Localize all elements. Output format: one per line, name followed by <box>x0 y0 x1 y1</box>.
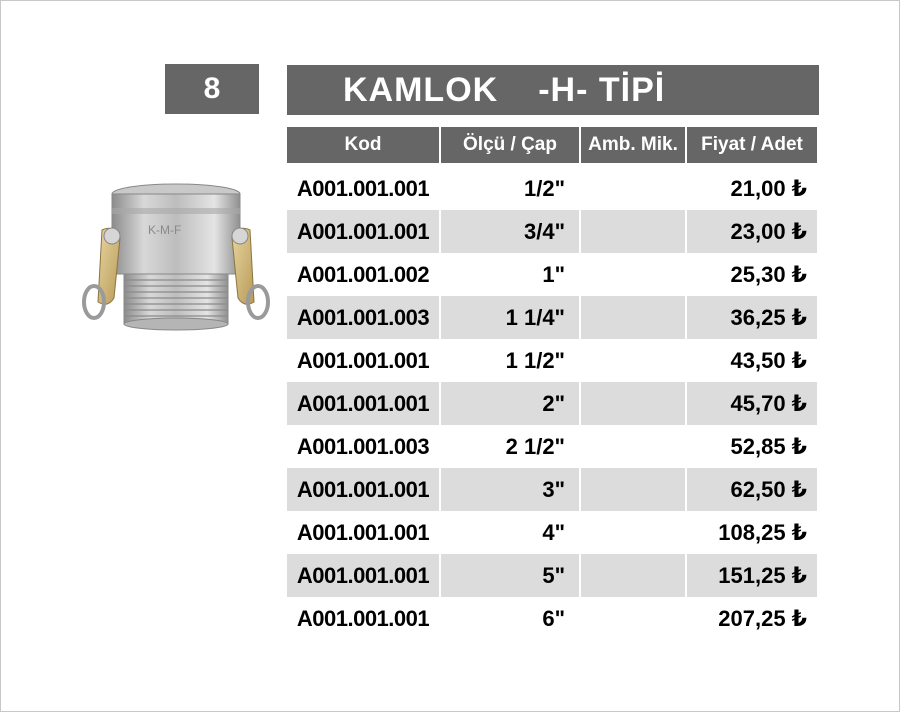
cell-kod: A001.001.001 <box>287 468 440 511</box>
table-row <box>287 382 817 425</box>
header-fiyat: Fiyat / Adet <box>686 127 817 165</box>
cell-olcu: 5" <box>440 554 580 597</box>
cell-fiyat: 52,85 ₺ <box>730 433 807 459</box>
cell-fiyat: 21,00 ₺ <box>730 175 807 201</box>
cell-fiyat: 43,50 ₺ <box>730 347 807 373</box>
cell-amb <box>580 296 686 339</box>
cell-kod: A001.001.002 <box>287 253 440 296</box>
cell-amb <box>580 210 686 253</box>
cell-kod: A001.001.001 <box>287 382 440 425</box>
table-row <box>287 554 817 597</box>
cell-olcu: 1" <box>440 253 580 296</box>
header-amb: Amb. Mik. <box>580 127 686 165</box>
cell-amb <box>580 425 686 468</box>
table-row <box>287 339 817 382</box>
cell-olcu: 6" <box>440 597 580 640</box>
cell-kod: A001.001.001 <box>287 597 440 640</box>
cell-fiyat: 25,30 ₺ <box>730 261 807 287</box>
cell-olcu: 3" <box>440 468 580 511</box>
cell-amb <box>580 511 686 554</box>
cell-kod: A001.001.001 <box>287 210 440 253</box>
table-row <box>287 468 817 511</box>
cell-olcu: 2" <box>440 382 580 425</box>
table-row <box>287 425 817 468</box>
cell-kod: A001.001.001 <box>287 339 440 382</box>
cell-olcu: 1/2" <box>440 165 580 210</box>
table-row <box>287 296 817 339</box>
table-row <box>287 511 817 554</box>
cell-amb <box>580 165 686 210</box>
header-kod: Kod <box>287 127 440 165</box>
cell-fiyat: 62,50 ₺ <box>686 468 817 511</box>
svg-text:K-M-F: K-M-F <box>148 223 182 237</box>
title-part-1: KAMLOK <box>343 70 499 109</box>
cell-olcu: 1 1/2" <box>440 339 580 382</box>
cell-fiyat: 36,25 ₺ <box>686 296 817 339</box>
cell-olcu: 4" <box>440 511 580 554</box>
cell-olcu: 2 1/2" <box>440 425 580 468</box>
price-table <box>287 127 817 640</box>
table-row <box>287 210 817 253</box>
cell-amb <box>580 597 686 640</box>
title-part-2: -H- TİPİ <box>538 70 666 109</box>
cell-amb <box>580 554 686 597</box>
cell-kod: A001.001.001 <box>287 554 440 597</box>
page-number: 8 <box>165 64 259 114</box>
cell-kod: A001.001.001 <box>287 511 440 554</box>
page-title <box>287 65 819 115</box>
table-row <box>287 253 817 296</box>
camlock-coupling-image <box>80 180 272 346</box>
cell-amb <box>580 382 686 425</box>
cell-olcu: 3/4" <box>440 210 580 253</box>
cell-fiyat: 23,00 ₺ <box>686 210 817 253</box>
header-olcu: Ölçü / Çap <box>440 127 580 165</box>
table-row <box>287 597 817 640</box>
cell-amb <box>580 468 686 511</box>
cell-kod: A001.001.001 <box>287 165 440 210</box>
cell-fiyat: 207,25 ₺ <box>718 605 807 631</box>
cell-kod: A001.001.003 <box>287 296 440 339</box>
cell-amb <box>580 339 686 382</box>
table-header-row <box>287 127 817 165</box>
table-row <box>287 165 817 210</box>
cell-kod: A001.001.003 <box>287 425 440 468</box>
cell-amb <box>580 253 686 296</box>
cell-olcu: 1 1/4" <box>440 296 580 339</box>
cell-fiyat: 151,25 ₺ <box>686 554 817 597</box>
cell-fiyat: 45,70 ₺ <box>686 382 817 425</box>
cell-fiyat: 108,25 ₺ <box>718 519 807 545</box>
